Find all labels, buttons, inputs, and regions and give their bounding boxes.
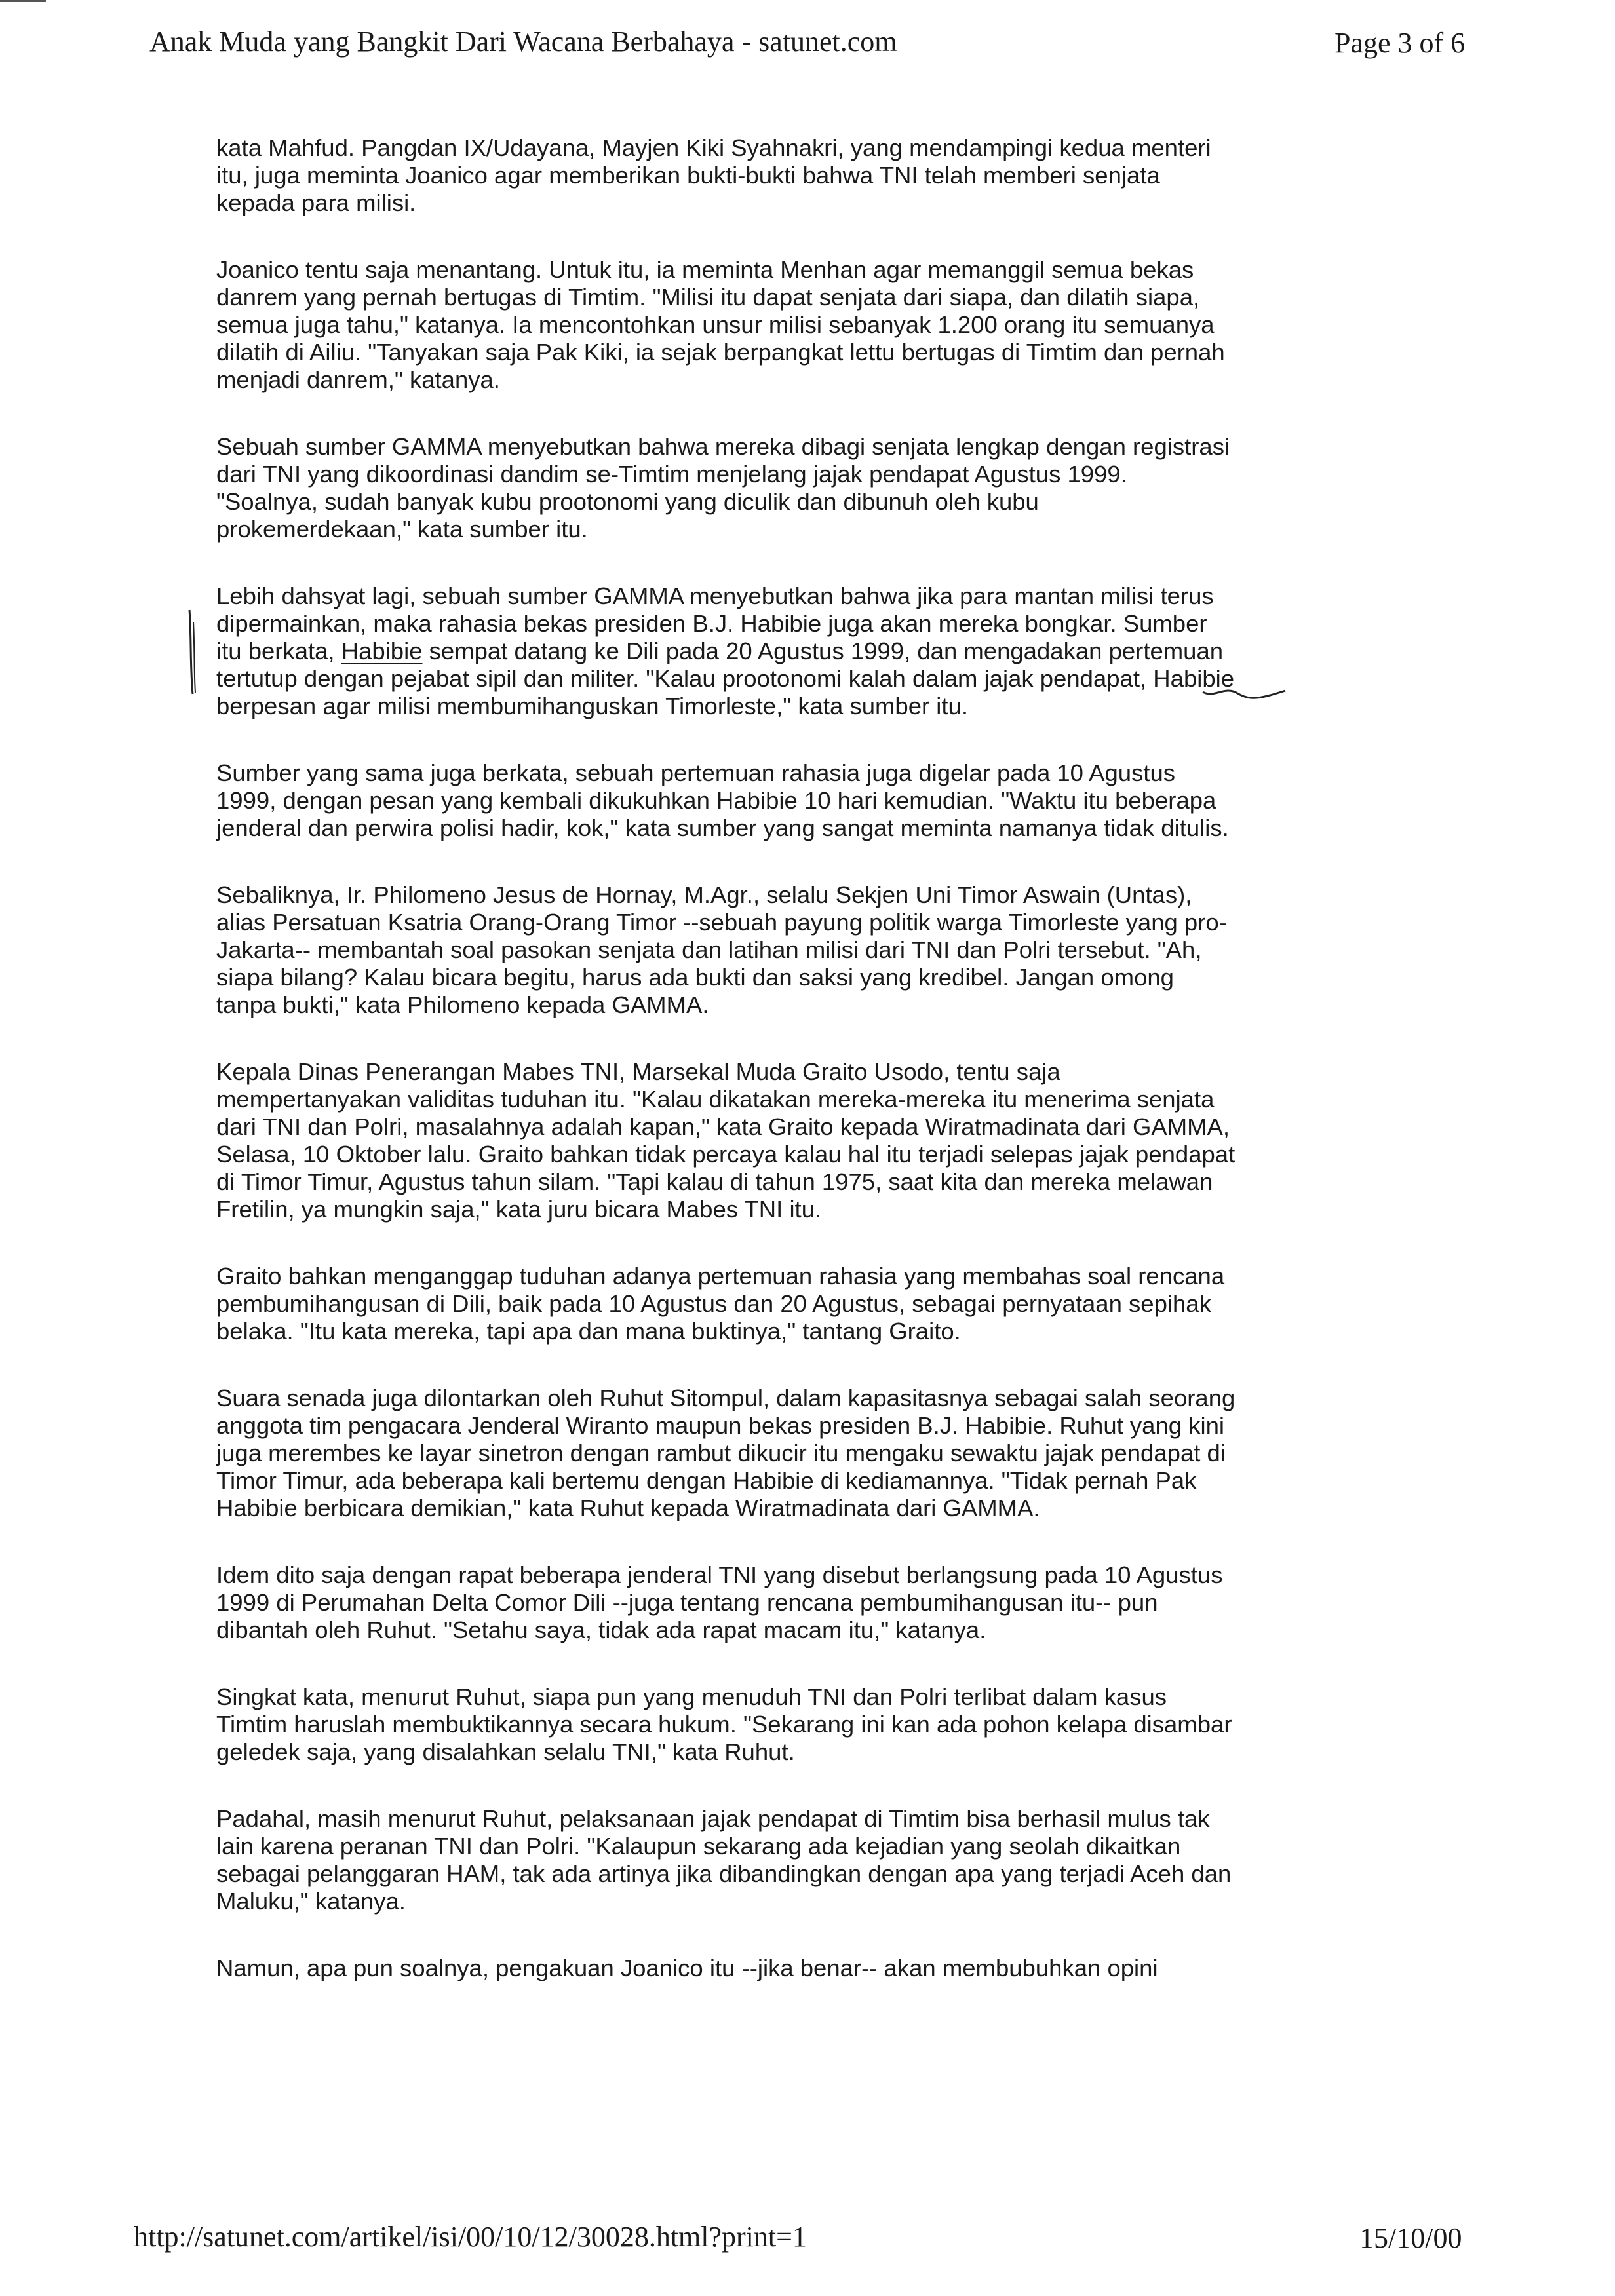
paragraph — [216, 881, 1455, 1019]
text-line: "Soalnya, sudah banyak kubu prootonomi yang diculik dan dibunuh oleh kubu — [216, 488, 1039, 515]
text-line: Fretilin, ya mungkin saja," kata juru bicara Mabes TNI itu. — [216, 1196, 822, 1223]
text-line: pembumihangusan di Dili, baik pada 10 Agustus dan 20 Agustus, sebagai pernyataan sepihak — [216, 1290, 1211, 1317]
article-body — [216, 134, 1455, 2021]
text-line: Timtim haruslah membuktikannya secara hukum. "Sekarang ini kan ada pohon kelapa disambar — [216, 1711, 1232, 1738]
text-line: Padahal, masih menurut Ruhut, pelaksanaan jajak pendapat di Timtim bisa berhasil mulus tak — [216, 1805, 1210, 1832]
text-segment: tertutup dengan pejabat sipil dan militer. "Kalau prootonomi kalah dalam jajak pendapat, — [216, 665, 1154, 692]
text-line: 1999, dengan pesan yang kembali dikukuhkan Habibie 10 hari kemudian. "Waktu itu beberapa — [216, 787, 1216, 814]
text-line: danrem yang pernah bertugas di Timtim. "Milisi itu dapat senjata dari siapa, dan dilatih siapa, — [216, 284, 1200, 311]
text-line: Idem dito saja dengan rapat beberapa jenderal TNI yang disebut berlangsung pada 10 Agustus — [216, 1561, 1223, 1588]
text-line: dibantah oleh Ruhut. "Setahu saya, tidak ada rapat macam itu," katanya. — [216, 1617, 986, 1643]
paragraph — [216, 1385, 1455, 1522]
handwritten-squiggle — [1201, 684, 1287, 701]
text-line: semua juga tahu," katanya. Ia mencontohkan unsur milisi sebanyak 1.200 orang itu semuanya — [216, 311, 1215, 338]
text-line: Timor Timur, ada beberapa kali bertemu dengan Habibie di kediamannya. "Tidak pernah Pak — [216, 1467, 1197, 1494]
text-line: juga merembes ke layar sinetron dengan rambut dikucir itu mengaku sewaktu jajak pendapat di — [216, 1440, 1226, 1466]
text-line: lain karena peranan TNI dan Polri. "Kalaupun sekarang ada kejadian yang seolah dikaitkan — [216, 1833, 1181, 1860]
handwritten-underline-habibie — [1153, 665, 1234, 692]
scan-corner-mark — [0, 0, 46, 2]
text-line: Suara senada juga dilontarkan oleh Ruhut Sitompul, dalam kapasitasnya sebagai salah seorang — [216, 1385, 1236, 1411]
text-line: geledek saja, yang disalahkan selalu TNI," kata Ruhut. — [216, 1738, 795, 1765]
paragraph — [216, 134, 1455, 217]
text-line: Graito bahkan menganggap tuduhan adanya pertemuan rahasia yang membahas soal rencana — [216, 1263, 1225, 1290]
paragraph — [216, 256, 1455, 394]
text-line: menjadi danrem," katanya. — [216, 366, 500, 393]
text-line: kata Mahfud. Pangdan IX/Udayana, Mayjen Kiki Syahnakri, yang mendampingi kedua menteri — [216, 134, 1211, 161]
text-line: belaka. "Itu kata mereka, tapi apa dan mana buktinya," tantang Graito. — [216, 1318, 961, 1345]
header-title: Anak Muda yang Bangkit Dari Wacana Berbahaya - satunet.com — [149, 26, 897, 58]
text-line: Habibie berbicara demikian," kata Ruhut kepada Wiratmadinata dari GAMMA. — [216, 1495, 1040, 1521]
paragraph — [216, 1263, 1455, 1345]
text-line: dari TNI yang dikoordinasi dandim se-Timtim menjelang jajak pendapat Agustus 1999. — [216, 461, 1127, 488]
header-page-number: Page 3 of 6 — [1334, 27, 1466, 59]
text-line: dilatih di Ailiu. "Tanyakan saja Pak Kiki, ia sejak berpangkat lettu bertugas di Timtim dan pernah — [216, 339, 1225, 366]
footer-url: http://satunet.com/artikel/isi/00/10/12/30028.html?print=1 — [134, 2221, 807, 2253]
text-line: di Timor Timur, Agustus tahun silam. "Tapi kalau di tahun 1975, saat kita dan mereka melawan — [216, 1168, 1213, 1195]
text-line: kepada para milisi. — [216, 189, 416, 216]
text-line: jenderal dan perwira polisi hadir, kok," kata sumber yang sangat meminta namanya tidak ditulis. — [216, 814, 1229, 841]
text-line: siapa bilang? Kalau bicara begitu, harus ada bukti dan saksi yang kredibel. Jangan omong — [216, 964, 1174, 991]
text-segment: itu berkata, — [216, 638, 341, 664]
text-line: alias Persatuan Ksatria Orang-Orang Timor --sebuah payung politik warga Timorleste yang pro- — [216, 909, 1227, 936]
text-line — [216, 638, 1455, 665]
annotated-paragraph — [216, 583, 1455, 720]
text-line: dipermainkan, maka rahasia bekas presiden B.J. Habibie juga akan mereka bongkar. Sumber — [216, 610, 1207, 637]
handwritten-margin-bracket — [187, 609, 197, 695]
handwritten-underline-habibie: Habibie — [341, 638, 423, 664]
text-line: mempertanyakan validitas tuduhan itu. "Kalau dikatakan mereka-mereka itu menerima senjata — [216, 1086, 1215, 1113]
text-line: sebagai pelanggaran HAM, tak ada artinya jika dibandingkan dengan apa yang terjadi Aceh dan — [216, 1860, 1232, 1887]
paragraph — [216, 433, 1455, 543]
paragraph — [216, 1058, 1455, 1223]
paragraph — [216, 759, 1455, 842]
text-line: Sebaliknya, Ir. Philomeno Jesus de Hornay, M.Agr., selalu Sekjen Uni Timor Aswain (Untas), — [216, 881, 1192, 908]
text-line: Sebuah sumber GAMMA menyebutkan bahwa mereka dibagi senjata lengkap dengan registrasi — [216, 433, 1230, 460]
text-line: anggota tim pengacara Jenderal Wiranto maupun bekas presiden B.J. Habibie. Ruhut yang kini — [216, 1412, 1224, 1439]
text-line: dari TNI dan Polri, masalahnya adalah kapan," kata Graito kepada Wiratmadinata dari GAMMA, — [216, 1113, 1230, 1140]
text-line: berpesan agar milisi membumihanguskan Timorleste," kata sumber itu. — [216, 693, 968, 719]
paragraph — [216, 1955, 1455, 1982]
paragraph — [216, 1561, 1455, 1644]
text-line: itu, juga meminta Joanico agar memberikan bukti-bukti bahwa TNI telah memberi senjata — [216, 162, 1160, 189]
text-line: Singkat kata, menurut Ruhut, siapa pun yang menuduh TNI dan Polri terlibat dalam kasus — [216, 1683, 1167, 1710]
text-line: Namun, apa pun soalnya, pengakuan Joanico itu --jika benar-- akan membubuhkan opini — [216, 1955, 1158, 1981]
text-line: Joanico tentu saja menantang. Untuk itu, ia meminta Menhan agar memanggil semua bekas — [216, 256, 1194, 283]
text-line — [216, 665, 1455, 693]
text-segment: Habibie — [1153, 665, 1235, 692]
text-line: Kepala Dinas Penerangan Mabes TNI, Marsekal Muda Graito Usodo, tentu saja — [216, 1058, 1060, 1085]
footer-date: 15/10/00 — [1359, 2222, 1462, 2254]
text-line: Jakarta-- membantah soal pasokan senjata dan latihan milisi dari TNI dan Polri tersebut. "Ah, — [216, 936, 1202, 963]
text-line: Maluku," katanya. — [216, 1888, 406, 1915]
text-line: tanpa bukti," kata Philomeno kepada GAMMA. — [216, 991, 709, 1018]
text-line: 1999 di Perumahan Delta Comor Dili --juga tentang rencana pembumihangusan itu-- pun — [216, 1589, 1158, 1616]
paragraph — [216, 1805, 1455, 1915]
text-line: Sumber yang sama juga berkata, sebuah pertemuan rahasia juga digelar pada 10 Agustus — [216, 759, 1175, 786]
text-line: prokemerdekaan," kata sumber itu. — [216, 516, 588, 543]
text-segment: sempat datang ke Dili pada 20 Agustus 1999, dan mengadakan pertemuan — [422, 638, 1224, 664]
text-line: Lebih dahsyat lagi, sebuah sumber GAMMA menyebutkan bahwa jika para mantan milisi terus — [216, 583, 1214, 609]
text-line: Selasa, 10 Oktober lalu. Graito bahkan tidak percaya kalau hal itu terjadi selepas jajak pendapat — [216, 1141, 1236, 1168]
paragraph — [216, 1683, 1455, 1766]
